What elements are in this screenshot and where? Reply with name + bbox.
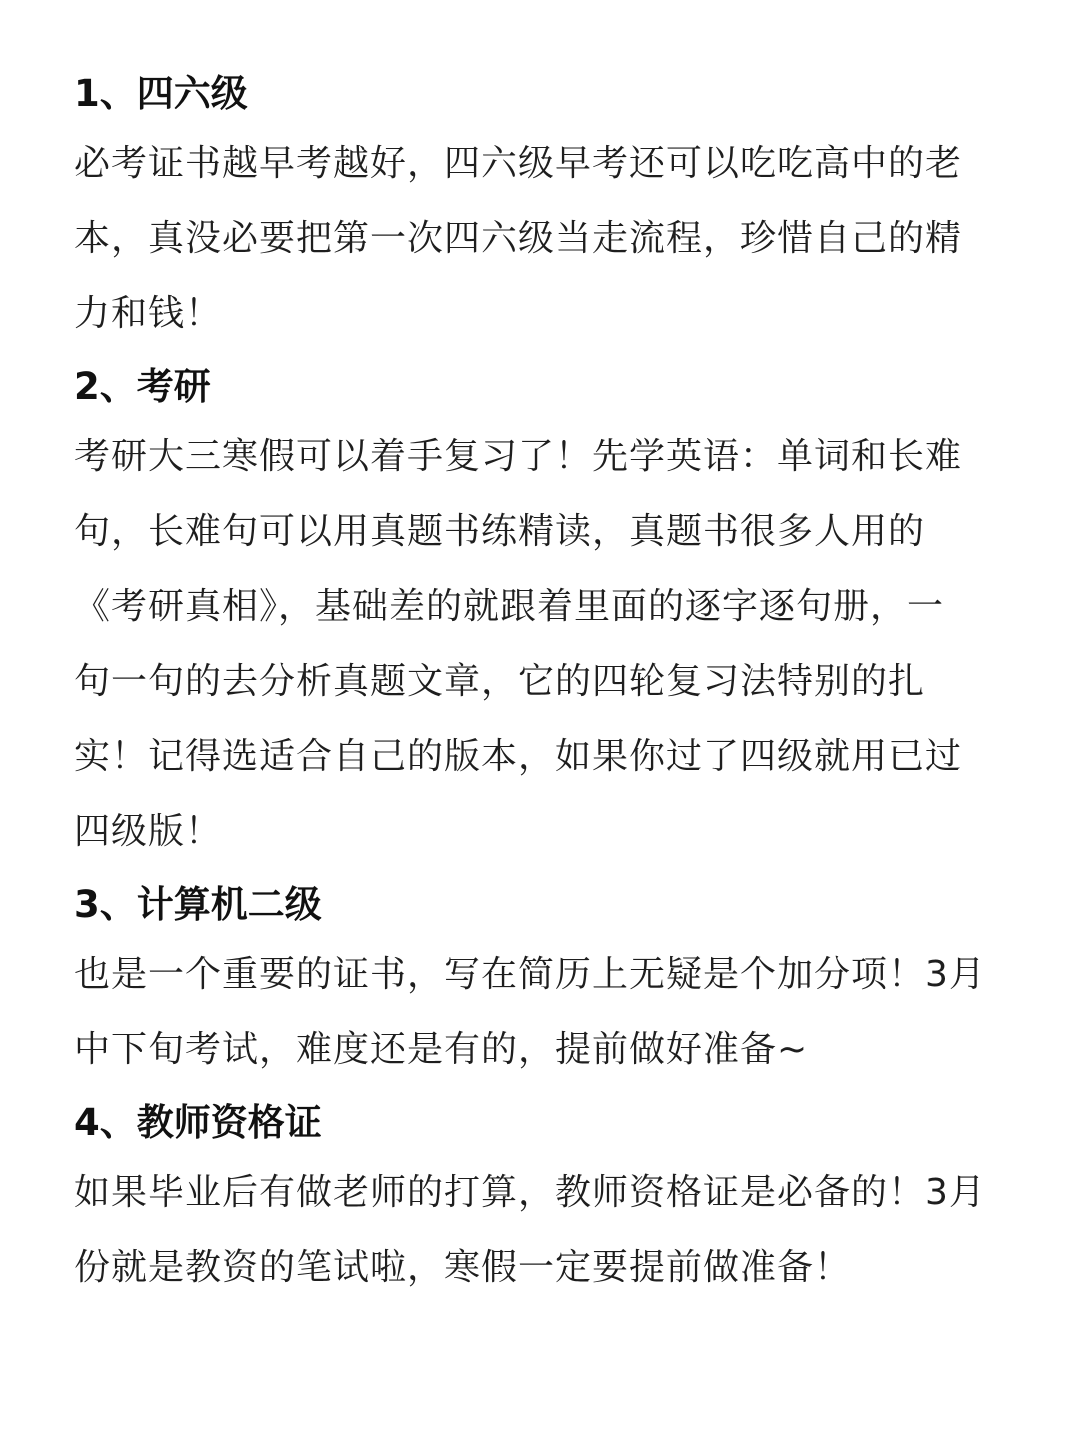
- section-heading: 4、教师资格证: [74, 1101, 322, 1144]
- section-heading: 1、四六级: [74, 72, 248, 115]
- section-paragraph: [74, 1155, 1014, 1305]
- section-cet: [74, 62, 1014, 351]
- text-line: 四级版！: [74, 811, 223, 852]
- text-line: 实！记得选适合自己的版本，如果你过了四级就用已过: [74, 736, 963, 777]
- section-postgraduate: [74, 355, 1014, 869]
- text-line: 也是一个重要的证书，写在简历上无疑是个加分项！3月: [74, 954, 986, 995]
- article-body: [74, 62, 1014, 1309]
- text-line: 如果毕业后有做老师的打算，教师资格证是必备的！3月: [74, 1172, 986, 1213]
- text-line: 中下旬考试，难度还是有的，提前做好准备~: [74, 1029, 809, 1070]
- text-line: 力和钱！: [74, 293, 223, 334]
- section-heading: 3、计算机二级: [74, 883, 322, 926]
- text-line: 本，真没必要把第一次四六级当走流程，珍惜自己的精: [74, 218, 963, 259]
- text-line: 《考研真相》，基础差的就跟着里面的逐字逐句册，一: [74, 586, 945, 627]
- section-computer-level-2: [74, 873, 1014, 1087]
- text-line: 句一句的去分析真题文章，它的四轮复习法特别的扎: [74, 661, 926, 702]
- text-line: 必考证书越早考越好，四六级早考还可以吃吃高中的老: [74, 143, 963, 184]
- text-line: 份就是教资的笔试啦，寒假一定要提前做准备！: [74, 1247, 852, 1288]
- text-line: 句，长难句可以用真题书练精读，真题书很多人用的: [74, 511, 926, 552]
- section-paragraph: [74, 126, 1014, 351]
- section-paragraph: [74, 937, 1014, 1087]
- section-teacher-certificate: [74, 1091, 1014, 1305]
- text-line: 考研大三寒假可以着手复习了！先学英语：单词和长难: [74, 436, 963, 477]
- section-paragraph: [74, 419, 1014, 869]
- section-heading: 2、考研: [74, 365, 211, 408]
